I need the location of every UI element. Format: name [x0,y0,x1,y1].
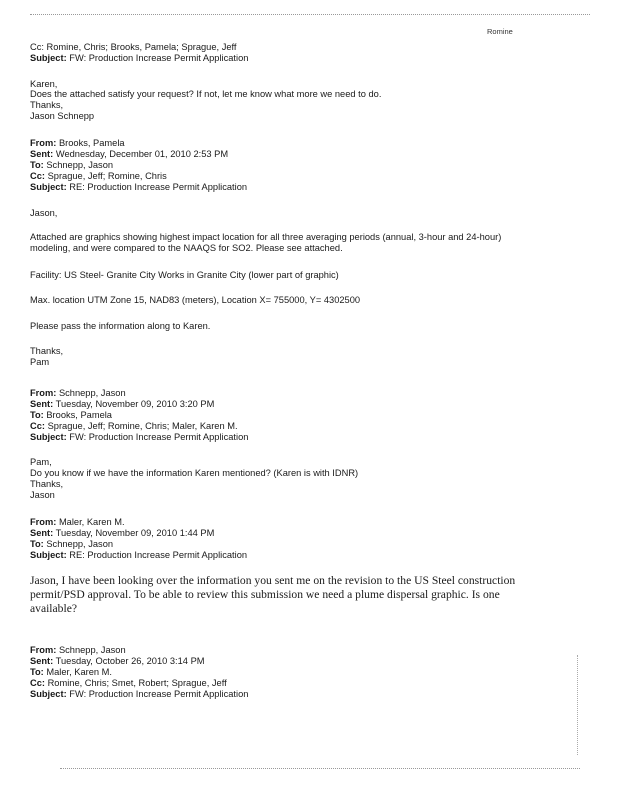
block2-subject: Subject: FW: Production Increase Permit Application [30,432,249,442]
block0-body: Does the attached satisfy your request? If not, let me know what more we need to do. [30,89,382,99]
scan-border-top [30,14,590,15]
block0-greeting: Karen, [30,79,58,89]
subject-label: Subject: [30,53,67,63]
block0-cc: Cc: Romine, Chris; Brooks, Pamela; Sprague, Jeff [30,42,237,52]
block2-from: From: Schnepp, Jason [30,388,126,398]
block1-subject: Subject: RE: Production Increase Permit Application [30,182,248,192]
block2-to: To: Brooks, Pamela [30,410,112,420]
block1-from: From: Brooks, Pamela [30,138,125,148]
block2-thanks: Thanks, [30,479,64,489]
scan-border-right [577,655,578,755]
block4-to: To: Maler, Karen M. [30,667,112,677]
block1-paragraph-line2: modeling, and were compared to the NAAQS for SO2. Please see attached. [30,243,343,253]
block4-from: From: Schnepp, Jason [30,645,126,655]
block3-from: From: Maler, Karen M. [30,517,125,527]
block1-followup: Please pass the information along to Karen. [30,321,211,331]
block0-subject: Subject: FW: Production Increase Permit Application [30,53,249,63]
block2-cc: Cc: Sprague, Jeff; Romine, Chris; Maler, Karen M. [30,421,238,431]
block1-to: To: Schnepp, Jason [30,160,114,170]
block1-paragraph-line1: Attached are graphics showing highest impact location for all three averaging periods (annual, 3-hour and 24-hour) [30,232,502,242]
block4-sent: Sent: Tuesday, October 26, 2010 3:14 PM [30,656,205,666]
block1-sent: Sent: Wednesday, December 01, 2010 2:53 PM [30,149,229,159]
block2-sent: Sent: Tuesday, November 09, 2010 3:20 PM [30,399,215,409]
block1-location: Max. location UTM Zone 15, NAD83 (meters), Location X= 755000, Y= 4302500 [30,295,361,305]
block3-to: To: Schnepp, Jason [30,539,114,549]
block0-signature: Jason Schnepp [30,111,95,121]
block3-subject: Subject: RE: Production Increase Permit Application [30,550,248,560]
scan-border-bottom [60,768,580,769]
block1-facility: Facility: US Steel- Granite City Works in Granite City (lower part of graphic) [30,270,339,280]
block1-signoff: Pam [30,357,50,367]
block2-body: Do you know if we have the information Karen mentioned? (Karen is with IDNR) [30,468,359,478]
block2-signature: Jason [30,490,55,500]
block1-thanks: Thanks, [30,346,64,356]
block3-sent: Sent: Tuesday, November 09, 2010 1:44 PM [30,528,215,538]
block4-subject: Subject: FW: Production Increase Permit Application [30,689,249,699]
block1-cc: Cc: Sprague, Jeff; Romine, Chris [30,171,167,181]
block2-greeting: Pam, [30,457,52,467]
handwritten-note: Romine [487,27,513,36]
block1-greeting: Jason, [30,208,58,218]
block4-cc: Cc: Romine, Chris; Smet, Robert; Sprague, Jeff [30,678,227,688]
block0-thanks: Thanks, [30,100,64,110]
block3-body: Jason, I have been looking over the information you sent me on the revision to the US Steel construction permit/PSD approval. To be able to review this submission we need a plume dispersal graphic. Is one available? [30,574,516,615]
